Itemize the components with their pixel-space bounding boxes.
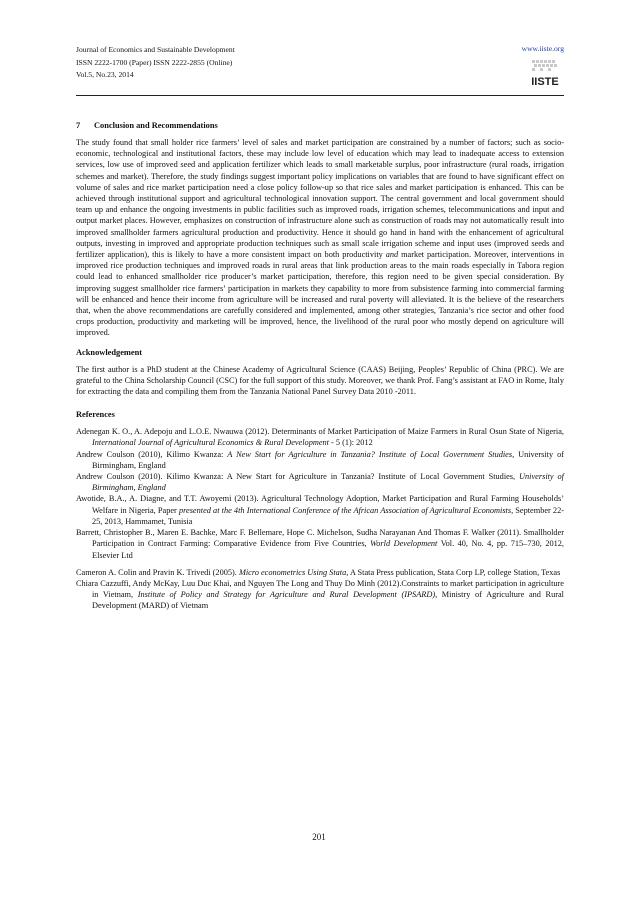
reference-source: Institute of Policy and Strategy for Agriculture and Rural Development (IPSARD), — [137, 590, 438, 600]
reference-text: Cameron A. Colin and Pravin K. Trivedi (2005). — [76, 567, 239, 577]
reference-text: Awotide, B.A., A. Diagne, and T.T. Awoyemi (2013). Agricultural Technology Adoption, Market Participation and Rural Farming Households’ Welfare in Nigeria, Paper — [76, 494, 564, 515]
reference-item — [76, 471, 564, 493]
reference-item — [76, 493, 564, 527]
journal-name: Journal of Economics and Sustainable Development — [76, 45, 235, 54]
reference-item — [76, 527, 564, 561]
references-heading: References — [76, 410, 115, 420]
reference-text: Andrew Coulson (2010). Kilimo Kwanza: A New Start for Agriculture in Tanzania? Institute of Local Government Studies, — [76, 472, 520, 482]
reference-item — [76, 449, 564, 471]
reference-source: presented at the 4th International Conference of the African Association of Agricultural Economists, — [178, 505, 514, 515]
page-content — [76, 120, 564, 612]
reference-details: Vol. 40, No. 4, pp. 715–730, 2012, Elsevier Ltd — [92, 539, 564, 560]
page-number: 201 — [312, 832, 326, 842]
reference-source: A New Start for Agriculture in Tanzania? Institute of Local Government Studies, — [227, 449, 515, 459]
conclusion-text-part-1: The study found that small holder rice farmers’ level of sales and market participation are constrained by a number of factors; such as socio-economic, technological and institutional factors, these may include low level of education which may lead to inadequate access to extension services, low use of improved seed and application fertilizer which leads to small marketable surplus, poor infrastructure (rural roads, irrigation schemes and market). Therefore, the study findings suggest important policy implications on variables that are found to have significant effect on volume of sales and rice market participation need a close policy follow-up so that rice sales and market participation is enhanced. This can be achieved through institutional support and agricultural technological innovation support. The central government and local government should team up and enhance the ongoing investments in public facilities such as improved roads, irrigation schemes, telecommunications and input and output market places. However, emphasizes on construction of infrastructure alone such as construction of roads may not automatically result into improved smallholder farmers agricultural production and productivity. Hence it should go hand in hand with the enhancement of agricultural outputs, investing in improved and appropriate production techniques such as small scale irrigation scheme and input uses (improved seeds and fertilizer application), this is likely to have a more consistent impact on both productivity — [76, 138, 564, 260]
reference-item — [76, 578, 564, 612]
issn-line: ISSN 2222-1700 (Paper) ISSN 2222-2855 (Online) — [76, 57, 233, 67]
reference-item — [76, 426, 564, 448]
reference-details: Ministry of Agriculture and Rural Development (MARD) of Vietnam — [92, 590, 564, 611]
reference-text: Chiara Cazzuffi, Andy McKay, Luu Duc Khai, and Nguyen The Long and Thuy Do Minh (2012).Constraints to market participation in agriculture in Vietnam, — [76, 578, 564, 600]
reference-details: University of Birmingham, England — [92, 449, 564, 470]
volume-line: Vol.5, No.23, 2014 — [76, 70, 134, 79]
conclusion-text-emphasis: and — [385, 250, 399, 260]
reference-details: A Stata Press publication, Stata Corp LP, college Station, Texas — [348, 567, 561, 577]
reference-details: September 22-25, 2013, Hammamet, Tunisia — [92, 505, 564, 526]
page-header — [76, 44, 564, 92]
reference-text: Adenegan K. O., A. Adepoju and L.O.E. Nwauwa (2012). Determinants of Market Participation of Maize Farmers in Rural Osun State of Nigeria, — [76, 427, 564, 437]
reference-source: Micro econometrics Using Stata, — [238, 567, 349, 577]
reference-source: International Journal of Agricultural Economics & Rural Development — [92, 438, 329, 448]
acknowledgement-heading: Acknowledgement — [76, 347, 143, 357]
conclusion-text-part-2: market participation. Moreover, interventions in improved rice production techniques and improved roads in rural areas that link production areas to the main roads especially in Tabora region could lead to enhanced smallholder rice producer’s market participation, therefore, this region need to be given special consideration. By improving suggest smallholder rice farmers’ participation in markets they capability to more from subsistence farming into commercial farming will be enhanced and hence their income from agriculture will be increased and rural poverty will alleviated. It is the believe of the researchers that, when the above recommendations are carefully considered and implemented, among other strategies, Tanzania’s rice sector and other food crops production, productivity and marketing will be improved, hence, the livelihood of the rural poor who mostly depend on agriculture will improved. — [76, 250, 564, 338]
iiste-logo-icon — [528, 58, 562, 88]
header-rule — [76, 95, 564, 96]
conclusion-paragraph — [76, 137, 564, 339]
section-title: Conclusion and Recommendations — [94, 121, 218, 130]
acknowledgement-paragraph: The first author is a PhD student at the Chinese Academy of Agricultural Science (CAAS) Beijing, Peoples’ Republic of China (PRC). We are grateful to the China Scholarship Council (CSC) for the full support of this study. Moreover, we thank Prof. Fang’s assistant at FAO in Rome, Italy for extracting the data and compiling them from the Tanzania National Panel Survey Data 2010 -2011. — [76, 364, 564, 397]
journal-url-link[interactable]: www.iiste.org — [521, 44, 564, 53]
reference-details: - 5 (1): 2012 — [328, 438, 373, 448]
reference-source: University of Birmingham, England — [92, 472, 564, 493]
svg-text:IISTE: IISTE — [531, 76, 559, 88]
section-number: 7 — [76, 121, 81, 130]
section-heading — [76, 120, 564, 131]
reference-source: World Development — [370, 539, 438, 549]
reference-text: Andrew Coulson (2010), Kilimo Kwanza: — [76, 449, 228, 459]
reference-item — [76, 567, 564, 578]
reference-text: Barrett, Christopher B., Maren E. Bachke, Marc F. Bellemare, Hope C. Michelson, Sudha Narayanan And Thomas F. Walker (2011). Smallholder Participation in Contract Farming: Comparative Evidence from Five Countries, — [76, 528, 564, 549]
